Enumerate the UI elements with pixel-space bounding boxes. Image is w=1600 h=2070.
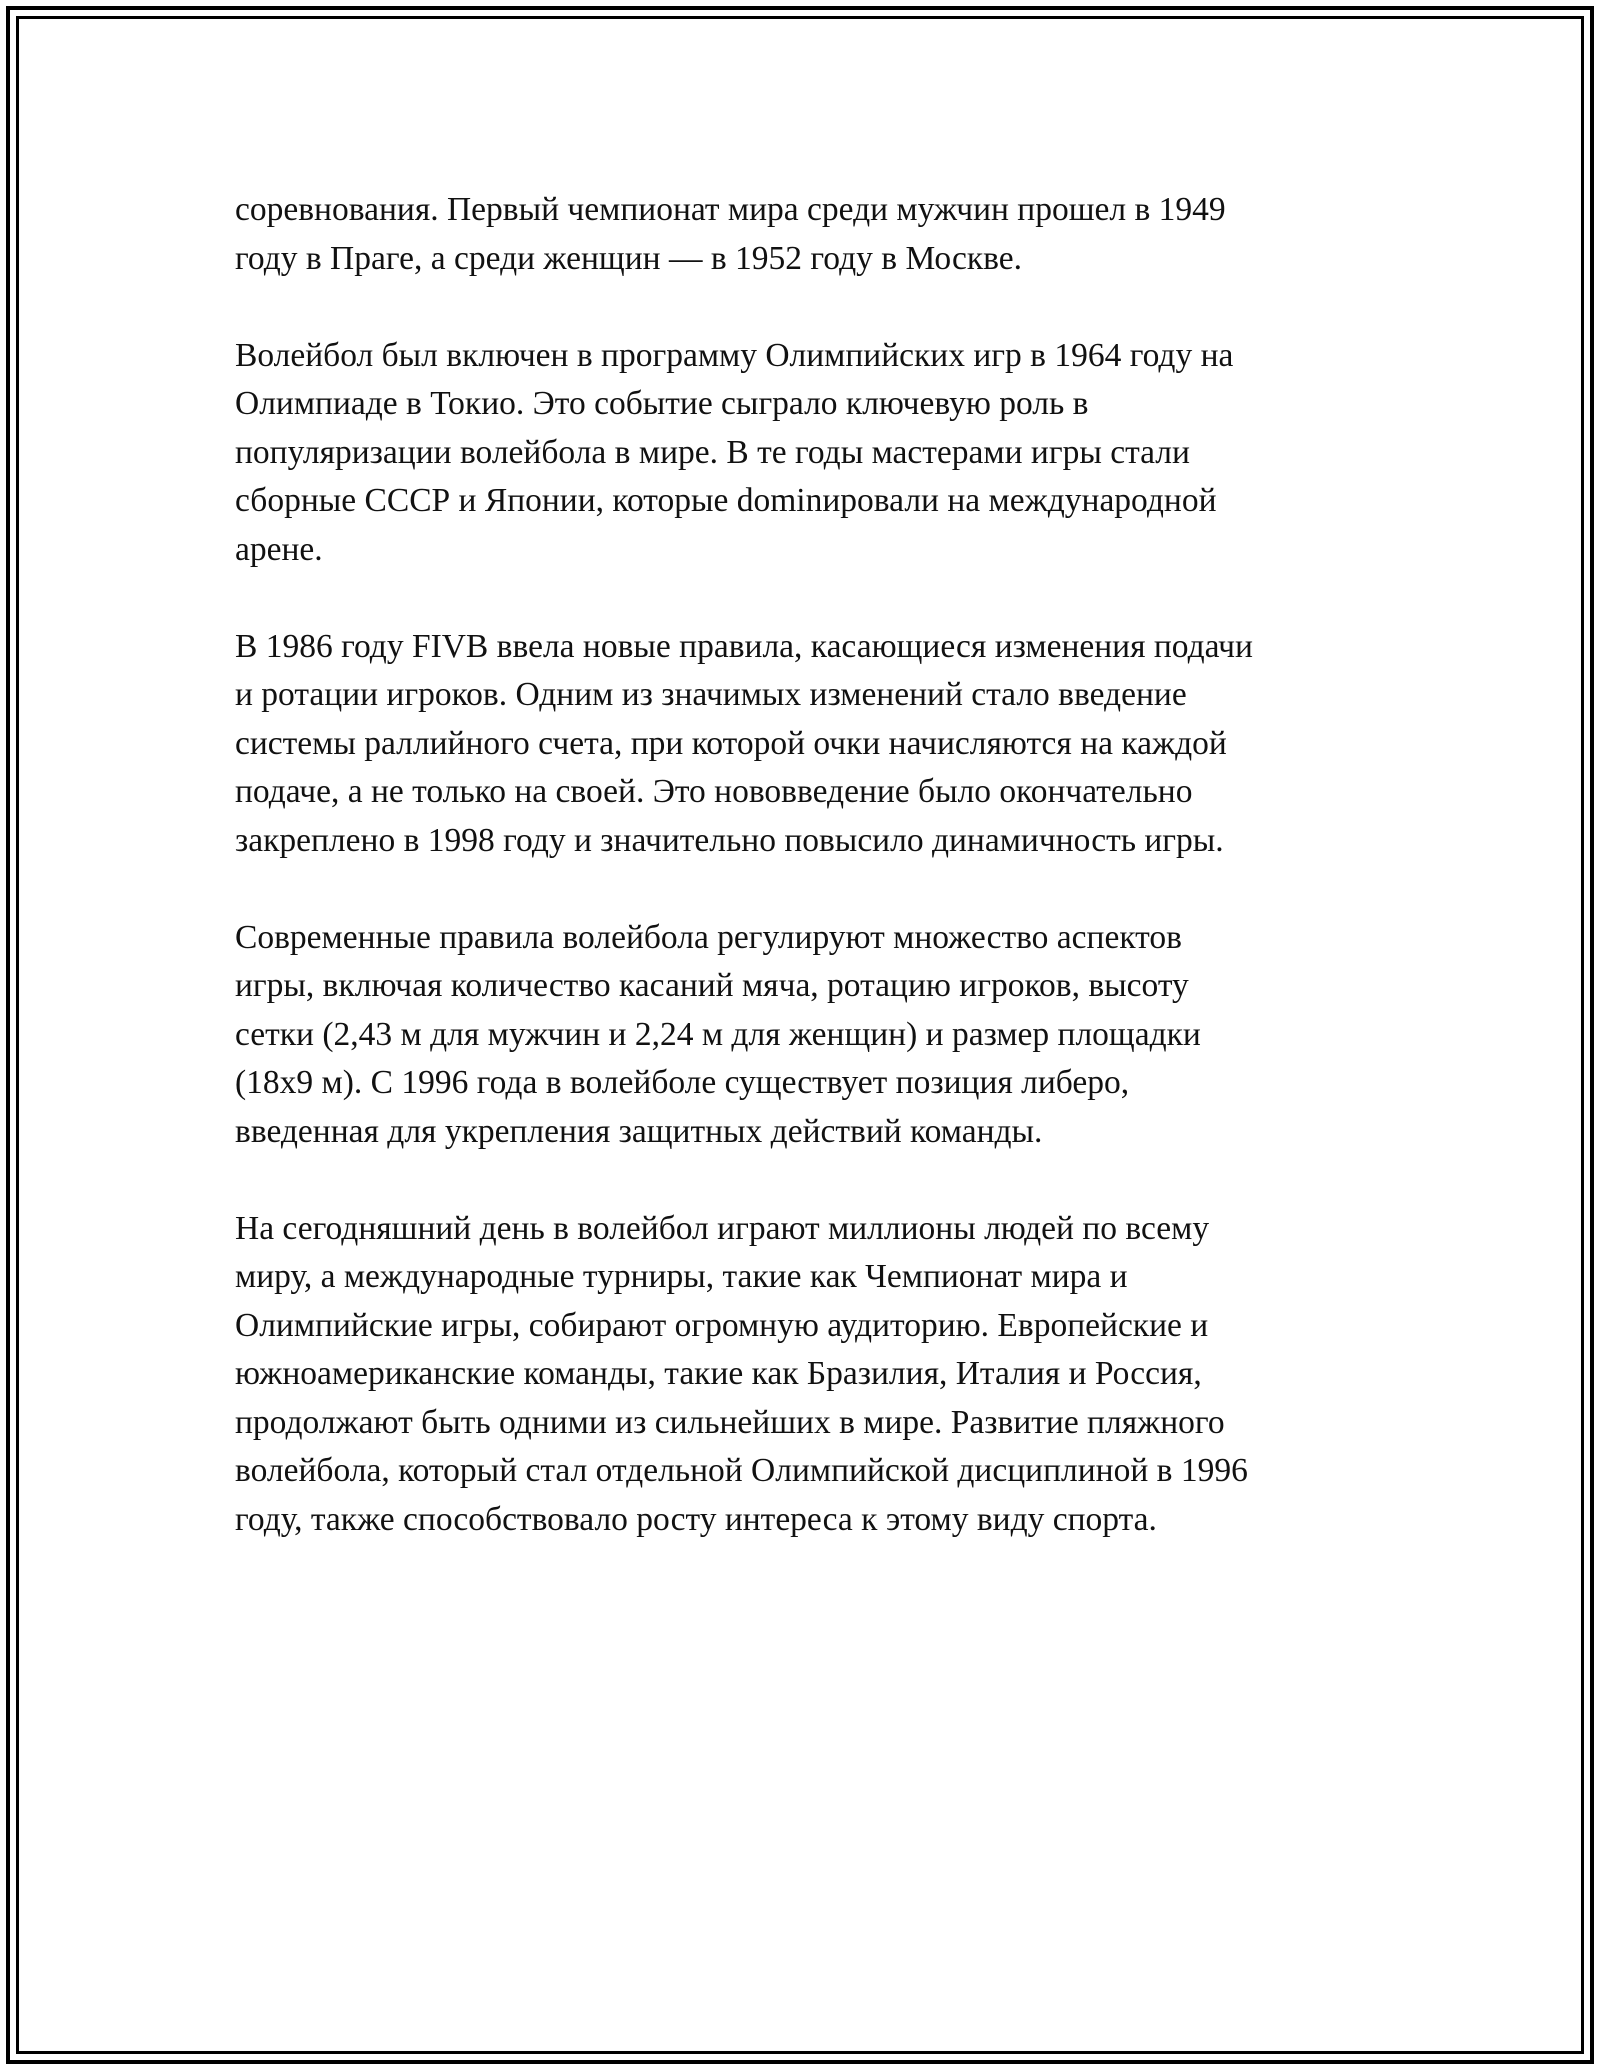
paragraph-today: На сегодняшний день в волейбол играют миллионы людей по всему миру, а международные турниры, такие как Чемпионат мира и Олимпийские игры, собирают огромную аудиторию. Европейские и южноамериканские команды, такие как Бразилия, Италия и Россия, продолжают быть одними из сильнейших в мире. Развитие пляжного волейбола, который стал отдельной Олимпийской дисциплиной в 1996 году, также способствовало росту интереса к этому виду спорта. <box>235 1209 1248 1538</box>
paragraph-rule-changes: В 1986 году FIVB ввела новые правила, касающиеся изменения подачи и ротации игроков. Одним из значимых изменений стало введение системы раллийного счета, при которой очки начисляются на каждой подаче, а не только на своей. Это нововведение было окончательно закреплено в 1998 году и значительно повысило динамичность игры. <box>235 627 1253 859</box>
paragraph-olympics: Волейбол был включен в программу Олимпийских игр в 1964 году на Олимпиаде в Токио. Это событие сыграло ключевую роль в популяризации волейбола в мире. В те годы мастерами игры стали сборные СССР и Японии, которые dominировали на международной арене. <box>235 336 1234 568</box>
paragraph-modern-rules: Современные правила волейбола регулируют множество аспектов игры, включая количество касаний мяча, ротацию игроков, высоту сетки (2,43 м для мужчин и 2,24 м для женщин) и размер площадки (18x9 м). С 1996 года в волейболе существует позиция либеро, введенная для укрепления защитных действий команды. <box>235 918 1201 1150</box>
paragraph-championships: соревнования. Первый чемпионат мира среди мужчин прошел в 1949 году в Праге, а среди женщин — в 1952 году в Москве. <box>235 191 1226 277</box>
document-body <box>235 186 1365 1593</box>
